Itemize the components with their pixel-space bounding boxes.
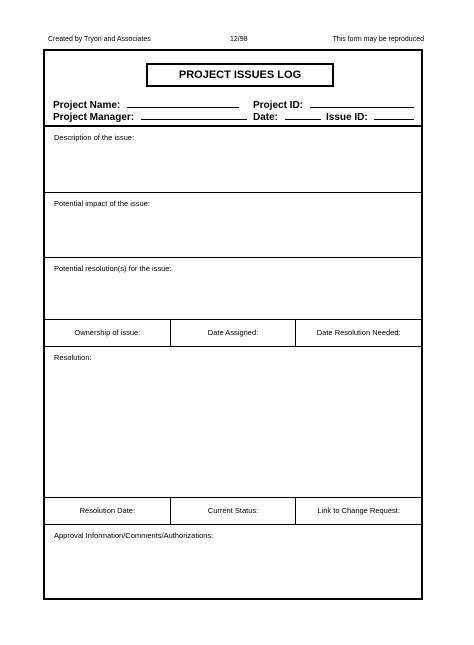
date-blank[interactable] [285,110,321,120]
date-resolution-needed-cell[interactable]: Date Resolution Needed: [295,320,421,346]
form-title: PROJECT ISSUES LOG [146,63,334,87]
project-name-label: Project Name: [53,100,121,111]
impact-label: Potential impact of the issue: [54,199,150,208]
date-field[interactable] [253,110,321,124]
issue-id-field[interactable] [326,110,414,124]
created-by-text: Created by Tryon and Associates [48,36,151,43]
project-name-blank[interactable] [127,98,239,108]
impact-section[interactable] [45,193,421,258]
project-manager-field[interactable] [53,110,247,124]
resolution-section[interactable] [45,347,421,498]
issue-id-blank[interactable] [374,110,414,120]
resolution-label: Resolution: [54,353,92,362]
potential-resolutions-section[interactable] [45,258,421,320]
ownership-row [45,320,421,347]
change-request-cell[interactable]: Link to Change Request: [295,498,421,524]
form-header [45,51,421,127]
approval-section[interactable] [45,525,421,598]
potential-resolutions-label: Potential resolution(s) for the issue: [54,264,172,273]
project-manager-blank[interactable] [141,110,247,120]
date-code-text: 12/98 [230,36,248,43]
issue-id-label: Issue ID: [326,112,368,123]
date-assigned-cell[interactable]: Date Assigned: [170,320,296,346]
project-id-blank[interactable] [310,98,414,108]
date-label: Date: [253,112,279,123]
status-row [45,498,421,525]
current-status-cell[interactable]: Current Status: [170,498,296,524]
resolution-date-cell[interactable]: Resolution Date: [79,506,136,515]
project-id-label: Project ID: [253,100,304,111]
description-label: Description of the issue: [54,133,135,142]
ownership-cell[interactable]: Ownership of issue: [74,328,141,337]
issues-log-form [43,49,423,600]
project-manager-label: Project Manager: [53,112,135,123]
description-section[interactable] [45,127,421,193]
reproduction-notice: This form may be reproduced [332,36,424,43]
approval-label: Approval Information/Comments/Authorizations: [54,531,214,540]
